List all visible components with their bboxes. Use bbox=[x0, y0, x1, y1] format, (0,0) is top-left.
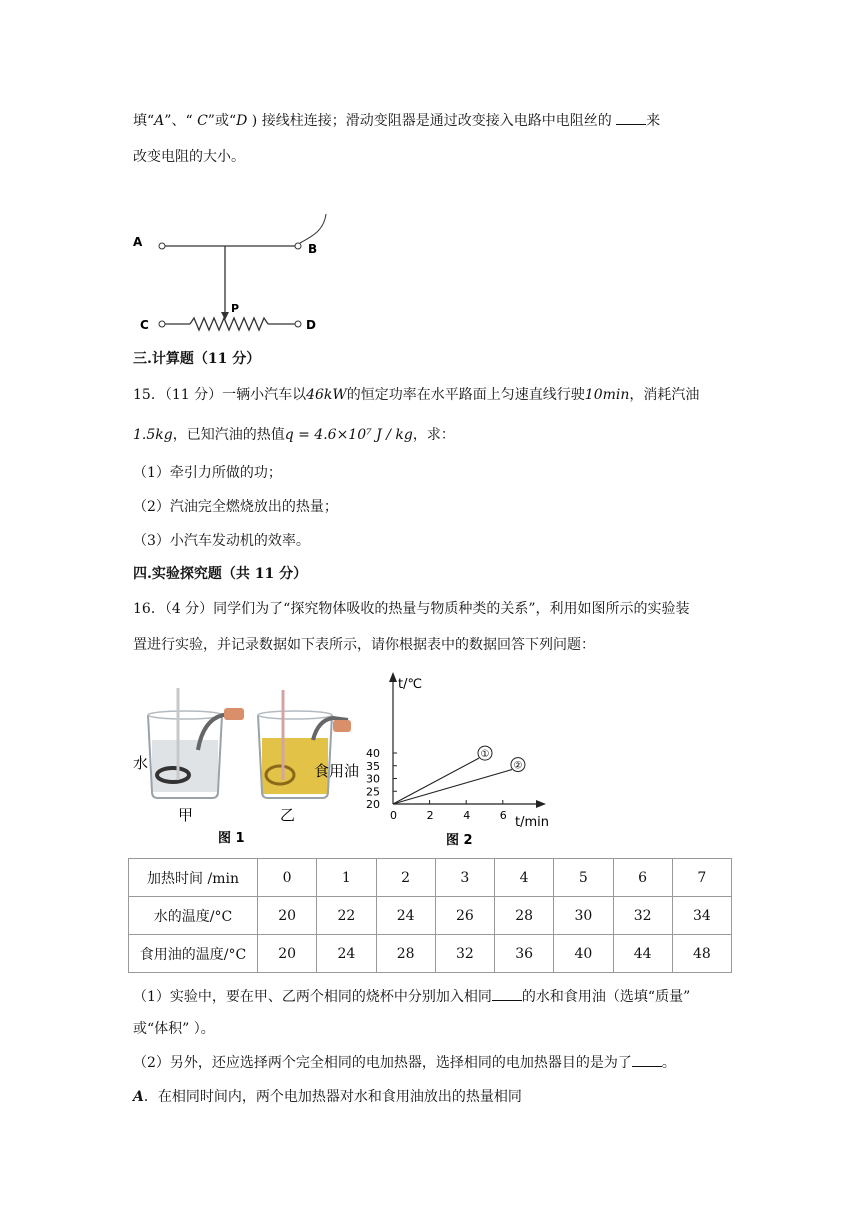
y-tick-label: 40 bbox=[366, 747, 380, 760]
wire-b bbox=[300, 214, 326, 243]
table-cell: 24 bbox=[317, 935, 376, 973]
table-cell: 4 bbox=[495, 859, 554, 897]
q15-sub1: （1）牵引力所做的功； bbox=[133, 465, 282, 481]
answer-blank bbox=[616, 123, 646, 125]
q16-option-a: A．在相同时间内，两个电加热器对水和食用油放出的热量相同 bbox=[133, 1089, 522, 1105]
table-cell: 40 bbox=[554, 935, 613, 973]
q15-line1: 15．（11 分）一辆小汽车以46kW的恒定功率在水平路面上匀速直线行驶10min，消耗汽油 bbox=[133, 387, 700, 403]
y-axis-arrow bbox=[389, 672, 397, 682]
table-cell: 3 bbox=[435, 859, 494, 897]
label-water: 水 bbox=[133, 754, 149, 772]
table-cell: 7 bbox=[672, 859, 731, 897]
option-a-letter: A bbox=[133, 1089, 144, 1105]
q14-line1: 填“A”、“ C”或“D ) 接线柱连接；滑动变阻器是通过改变接入电路中电阻丝的 来 bbox=[133, 113, 661, 129]
table-row bbox=[129, 859, 732, 897]
label-yi: 乙 bbox=[280, 806, 296, 824]
water-plug bbox=[224, 708, 244, 720]
row-header-oil: 食用油的温度/°C bbox=[129, 935, 258, 973]
q15-mass: 1.5kg bbox=[133, 427, 173, 443]
oil-plug bbox=[333, 720, 351, 732]
table-cell: 32 bbox=[613, 897, 672, 935]
q16-sub1-line1: （1）实验中，要在甲、乙两个相同的烧杯中分别加入相同 的水和食用油（选填“质量” bbox=[133, 989, 691, 1005]
y-tick-label: 30 bbox=[366, 772, 380, 786]
q16-line1: 16．（4 分）同学们为了“探究物体吸收的热量与物质种类的关系”，利用如图所示的实验装 bbox=[133, 601, 690, 617]
table-cell: 0 bbox=[258, 859, 317, 897]
y-tick-label: 25 bbox=[366, 785, 380, 799]
table-cell: 20 bbox=[258, 935, 317, 973]
terminal-c bbox=[159, 321, 165, 327]
x-tick-label: 0 bbox=[390, 809, 397, 822]
series-label-2: ② bbox=[513, 760, 523, 772]
y-tick-label: 35 bbox=[366, 759, 380, 773]
q15-line2: 1.5kg，已知汽油的热值q = 4.6×10⁷ J / kg，求： bbox=[133, 427, 455, 443]
table-cell: 2 bbox=[376, 859, 435, 897]
option-c: C bbox=[197, 113, 208, 129]
terminal-d bbox=[295, 321, 301, 327]
section4-heading: 四.实验探究题（共 11 分） bbox=[133, 566, 308, 582]
label-p: P bbox=[231, 302, 240, 315]
table-cell: 44 bbox=[613, 935, 672, 973]
y-tick-label: 20 bbox=[366, 798, 380, 811]
table-cell: 36 bbox=[495, 935, 554, 973]
table-cell: 26 bbox=[435, 897, 494, 935]
q16-line2: 置进行实验，并记录数据如下表所示，请你根据表中的数据回答下列问题： bbox=[133, 637, 595, 653]
q14-line2: 改变电阻的大小。 bbox=[133, 149, 245, 165]
answer-blank bbox=[632, 1065, 662, 1067]
table-cell: 22 bbox=[317, 897, 376, 935]
table-cell: 30 bbox=[554, 897, 613, 935]
y-axis-label: t/℃ bbox=[398, 677, 423, 692]
terminal-a bbox=[159, 243, 165, 249]
figure1-beakers bbox=[128, 680, 378, 850]
option-a: A bbox=[154, 113, 165, 129]
table-cell: 20 bbox=[258, 897, 317, 935]
q15-heat-value: q = 4.6×10⁷ J / kg bbox=[284, 427, 413, 443]
option-d: D bbox=[236, 113, 248, 129]
resistance-wire bbox=[190, 318, 268, 330]
table-cell: 28 bbox=[495, 897, 554, 935]
x-axis-label: t/min bbox=[515, 815, 549, 830]
answer-blank bbox=[492, 999, 522, 1001]
table-cell: 24 bbox=[376, 897, 435, 935]
table-cell: 5 bbox=[554, 859, 613, 897]
q15-time: 10min bbox=[584, 387, 630, 403]
rheostat-figure bbox=[128, 208, 348, 338]
chart-axes bbox=[389, 672, 546, 808]
row-header-time: 加热时间 /min bbox=[129, 859, 258, 897]
row-header-water: 水的温度/°C bbox=[129, 897, 258, 935]
label-jia: 甲 bbox=[178, 806, 194, 824]
q15-sub2: （2）汽油完全燃烧放出的热量； bbox=[133, 499, 338, 515]
figure2-caption: 图 2 bbox=[446, 833, 473, 848]
series-line-1 bbox=[393, 758, 479, 804]
q15-sub3: （3）小汽车发动机的效率。 bbox=[133, 533, 310, 549]
x-tick-label: 4 bbox=[463, 809, 471, 822]
table-row bbox=[129, 897, 732, 935]
figure2-chart bbox=[360, 668, 570, 852]
figure1-caption: 图 1 bbox=[218, 831, 245, 846]
label-oil: 食用油 bbox=[314, 762, 360, 780]
table-cell: 32 bbox=[435, 935, 494, 973]
label-d: D bbox=[306, 318, 316, 332]
water-liquid bbox=[152, 740, 218, 792]
section3-heading: 三.计算题（11 分） bbox=[133, 351, 261, 367]
x-tick-label: 6 bbox=[499, 809, 507, 822]
q16-sub1-line2: 或“体积” ）。 bbox=[133, 1021, 215, 1037]
series-line-2 bbox=[393, 770, 512, 804]
label-a: A bbox=[133, 235, 143, 249]
table-cell: 34 bbox=[672, 897, 731, 935]
table-cell: 48 bbox=[672, 935, 731, 973]
table-cell: 1 bbox=[317, 859, 376, 897]
data-table bbox=[128, 858, 732, 973]
label-c: C bbox=[140, 318, 149, 332]
table-cell: 28 bbox=[376, 935, 435, 973]
x-axis-arrow bbox=[536, 800, 546, 808]
x-tick-label: 2 bbox=[426, 809, 434, 822]
series-label-1: ① bbox=[480, 749, 490, 761]
terminal-b bbox=[295, 243, 301, 249]
table-cell: 6 bbox=[613, 859, 672, 897]
q15-power: 46kW bbox=[306, 387, 347, 403]
label-b: B bbox=[308, 242, 318, 256]
table-row bbox=[129, 935, 732, 973]
q16-sub2: （2）另外，还应选择两个完全相同的电加热器，选择相同的电加热器目的是为了 。 bbox=[133, 1055, 676, 1071]
